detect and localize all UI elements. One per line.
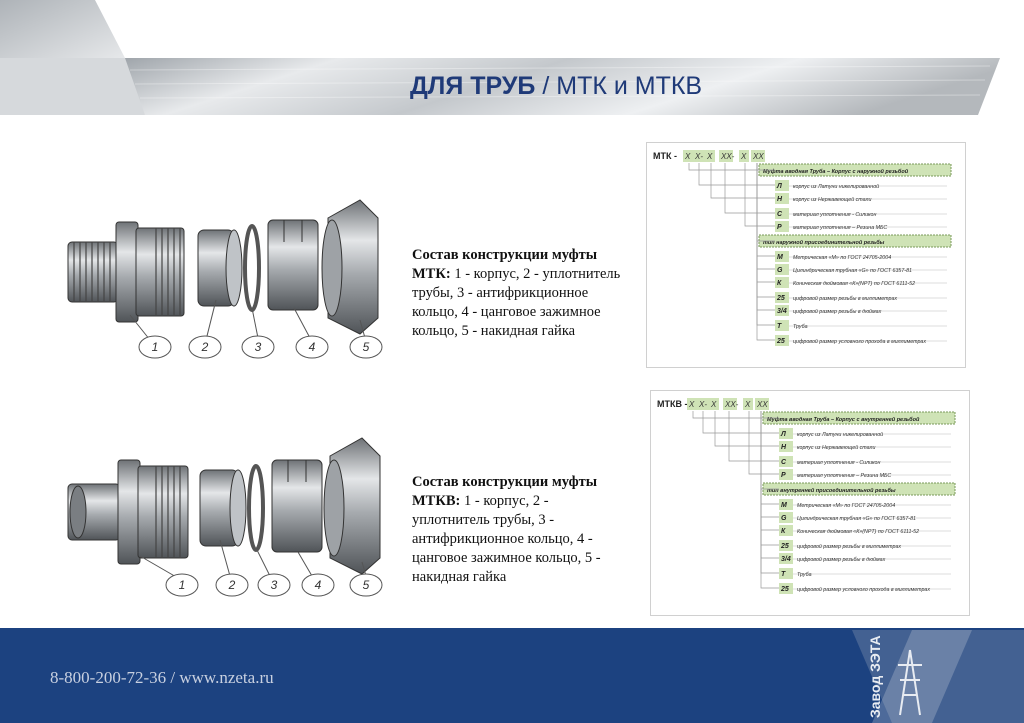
product-description-mtkv (412, 473, 627, 587)
callout-4: 4 (314, 578, 322, 592)
code-option-text: корпус из Нержавеющей стали (793, 197, 872, 203)
code-option-text: Коническая дюймовая «К»(NPT) по ГОСТ 6111-52 (797, 529, 920, 535)
code-option-code: С (777, 211, 783, 218)
callout-1: 1 (151, 340, 159, 354)
order-code-diagram-mtkv (650, 390, 970, 616)
code-field: ХХ (753, 152, 764, 161)
code-option-code: Т (781, 571, 786, 578)
code-group-header: Муфта вводная Труба – Корпус с наружной резьбой (763, 169, 909, 175)
callout-2: 2 (201, 340, 209, 354)
code-option-code: С (781, 459, 787, 466)
callout-4: 4 (308, 340, 316, 354)
code-option-text: материал уплотнения - Силикон (793, 212, 877, 218)
code-option-text: материал уплотнения – Резина МБС (797, 473, 892, 479)
part-body (68, 460, 188, 564)
code-option-code: Н (781, 444, 787, 451)
code-option-text: Труба (797, 572, 812, 578)
code-field: Х- (695, 152, 703, 161)
code-option-text: Цилиндрическая трубная «G» по ГОСТ 6357-81 (793, 268, 912, 274)
code-option-text: материал уплотнения – Резина МБС (793, 225, 888, 231)
code-option-code: К (777, 280, 782, 287)
code-field: Х (741, 152, 747, 161)
callout-5: 5 (362, 578, 370, 592)
code-option-code: Р (781, 472, 786, 479)
code-option-text: Метрическая «М» по ГОСТ 24705-2004 (797, 503, 896, 509)
code-group-header: Муфта вводная Труба – Корпус с внутренней резьбой (767, 417, 920, 423)
description-heading: Состав конструкции муфты МТК: (412, 247, 598, 282)
code-option-code: 25 (781, 543, 789, 550)
logo-text: Завод ЗЭТА (867, 635, 883, 718)
product-illustration-mtkv (60, 428, 390, 608)
code-option-text: цифровой размер условного прохода в миллиметрах (797, 587, 931, 593)
product-illustration-mtk (60, 190, 390, 370)
page-title (410, 72, 702, 101)
code-field: ХХ- (725, 400, 739, 409)
code-option-code: Н (777, 196, 783, 203)
code-option-text: корпус из Латуни никелированной (793, 184, 880, 190)
code-option-code: М (777, 254, 783, 261)
code-head: МТК - (653, 151, 677, 161)
code-option-code: М (781, 502, 787, 509)
code-option-text: цифровой размер резьбы в миллиметрах (793, 296, 898, 302)
code-option-text: корпус из Нержавеющей стали (797, 445, 876, 451)
part-body (68, 222, 184, 322)
part-nut (324, 438, 380, 574)
product-description-mtk (412, 246, 627, 341)
footer-contact: 8-800-200-72-36 / www.nzeta.ru (50, 668, 274, 687)
code-field: Х (745, 400, 751, 409)
code-option-code: Р (777, 224, 782, 231)
code-option-code: G (777, 267, 783, 274)
code-option-code: Л (781, 431, 786, 438)
part-nut (322, 200, 378, 334)
part-ring (245, 226, 259, 310)
code-option-text: цифровой размер резьбы в миллиметрах (797, 544, 902, 550)
code-option-code: 25 (777, 338, 785, 345)
code-field: ХХ (757, 400, 768, 409)
code-field: Х- (699, 400, 707, 409)
part-collet (268, 220, 318, 310)
code-field: Х (707, 152, 713, 161)
order-code-diagram-mtk (646, 142, 966, 368)
code-option-code: G (781, 515, 787, 522)
part-ring (249, 466, 263, 550)
code-option-text: материал уплотнения - Силикон (797, 460, 881, 466)
code-option-code: Л (777, 183, 782, 190)
code-option-text: Цилиндрическая трубная «G» по ГОСТ 6357-81 (797, 516, 916, 522)
code-field: ХХ- (721, 152, 735, 161)
description-heading: Состав конструкции муфты МТКВ: (412, 474, 598, 509)
company-logo (852, 630, 1024, 723)
code-option-text: цифровой размер резьбы в дюймах (793, 309, 882, 315)
page-title-rest: / МТК и МТКВ (535, 72, 703, 100)
code-head: МТКВ - (657, 399, 688, 409)
code-option-code: 3/4 (777, 308, 787, 315)
part-collet (272, 460, 322, 552)
code-option-code: Т (777, 323, 782, 330)
code-option-text: корпус из Латуни никелированной (797, 432, 884, 438)
code-option-text: Метрическая «М» по ГОСТ 24705-2004 (793, 255, 892, 261)
description-text: 1 - корпус, 2 - уплотнитель трубы, 3 - антифрикционное кольцо, 4 - цанговое зажимное кольцо, 5 - накидная гайка (412, 266, 621, 339)
part-seal (200, 470, 246, 546)
callout-3: 3 (270, 578, 278, 592)
code-option-code: 25 (777, 295, 785, 302)
code-field: Х (685, 152, 691, 161)
callout-5: 5 (362, 340, 370, 354)
code-option-code: 3/4 (781, 556, 791, 563)
callout-2: 2 (228, 578, 236, 592)
code-option-code: К (781, 528, 786, 535)
code-field: Х (689, 400, 695, 409)
code-option-text: Коническая дюймовая «К»(NPT) по ГОСТ 6111-52 (793, 281, 916, 287)
callout-3: 3 (254, 340, 262, 354)
code-option-code: 25 (781, 586, 789, 593)
description-text: 1 - корпус, 2 - уплотнитель трубы, 3 - антифрикционное кольцо, 4 - цанговое зажимное кольцо, 5 - накидная гайка (412, 493, 601, 585)
code-option-text: Труба (793, 324, 808, 330)
code-option-text: цифровой размер условного прохода в миллиметрах (793, 339, 927, 345)
code-option-text: цифровой размер резьбы в дюймах (797, 557, 886, 563)
callout-1: 1 (178, 578, 186, 592)
part-seal (198, 230, 242, 306)
code-field: Х (711, 400, 717, 409)
page-title-bold: ДЛЯ ТРУБ (410, 72, 536, 100)
code-group-header: тип наружной присоединительной резьбы (763, 240, 885, 246)
code-group-header: тип внутренней присоединительной резьбы (767, 488, 896, 494)
